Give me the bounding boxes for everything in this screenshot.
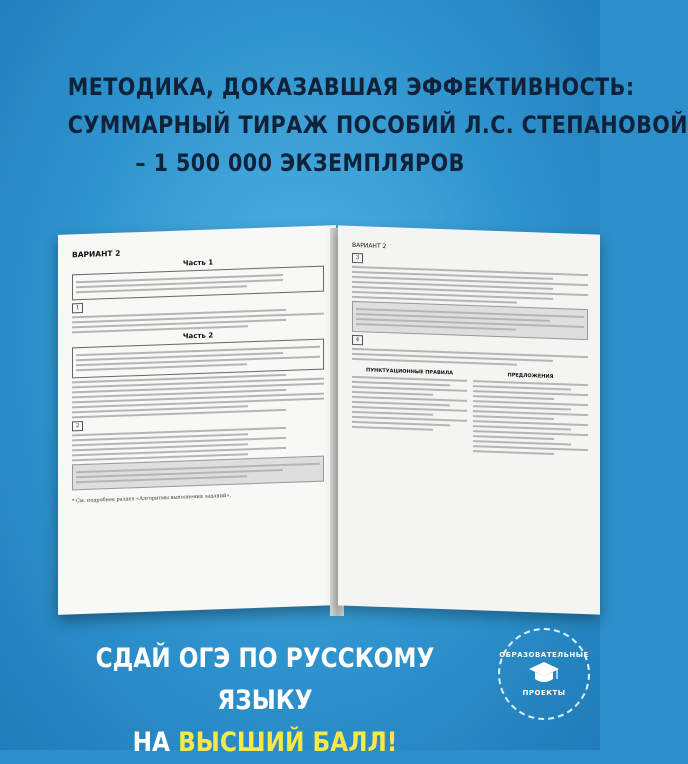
rules-column-title: ПУНКТУАЦИОННЫЕ ПРАВИЛА: [366, 367, 453, 377]
task-2-number: 2: [72, 421, 83, 431]
footer-line-2: [72, 722, 459, 764]
task-4-number: 4: [352, 335, 363, 345]
emblem-bottom-text: ПРОЕКТЫ: [522, 689, 566, 697]
sentences-column-title: ПРЕДЛОЖЕНИЯ: [507, 372, 554, 380]
footer-highlight: ВЫСШИЙ БАЛЛ!: [178, 727, 398, 758]
graduation-cap-icon: [527, 659, 561, 689]
publisher-emblem: [498, 628, 590, 720]
recommendation-box-right: [352, 301, 588, 340]
recommendation-box-left: [72, 456, 324, 491]
left-variant-title: ВАРИАНТ 2: [72, 248, 121, 260]
rules-table: [352, 364, 588, 459]
footer-line-2-prefix: НА: [132, 727, 179, 758]
task-3-number: 3: [352, 253, 363, 263]
part-2-title: Часть 2: [182, 331, 214, 341]
emblem-top-text: ОБРАЗОВАТЕЛЬНЫЕ: [499, 651, 589, 659]
left-page: [58, 225, 336, 615]
open-book: [0, 222, 600, 622]
right-page: [338, 225, 600, 614]
part-1-title: Часть 1: [182, 258, 214, 268]
headline-line-2: СУММАРНЫЙ ТИРАЖ ПОСОБИЙ Л.С. СТЕПАНОВОЙ: [67, 111, 688, 139]
task-1-number: 1: [72, 303, 83, 313]
footer-slogan: [72, 638, 459, 764]
right-variant-title: ВАРИАНТ 2: [352, 241, 387, 251]
part-2-instructions-box: [72, 339, 324, 379]
headline-line-1: МЕТОДИКА, ДОКАЗАВШАЯ ЭФФЕКТИВНОСТЬ:: [67, 73, 635, 101]
headline-line-3: – 1 500 000 ЭКЗЕМПЛЯРОВ: [135, 149, 465, 177]
footer-line-1: СДАЙ ОГЭ ПО РУССКОМУ ЯЗЫКУ: [95, 643, 435, 716]
headline: [67, 68, 688, 182]
left-footnote: * См. подробнее раздел «Алгоритмы выполнения заданий».: [72, 492, 232, 505]
